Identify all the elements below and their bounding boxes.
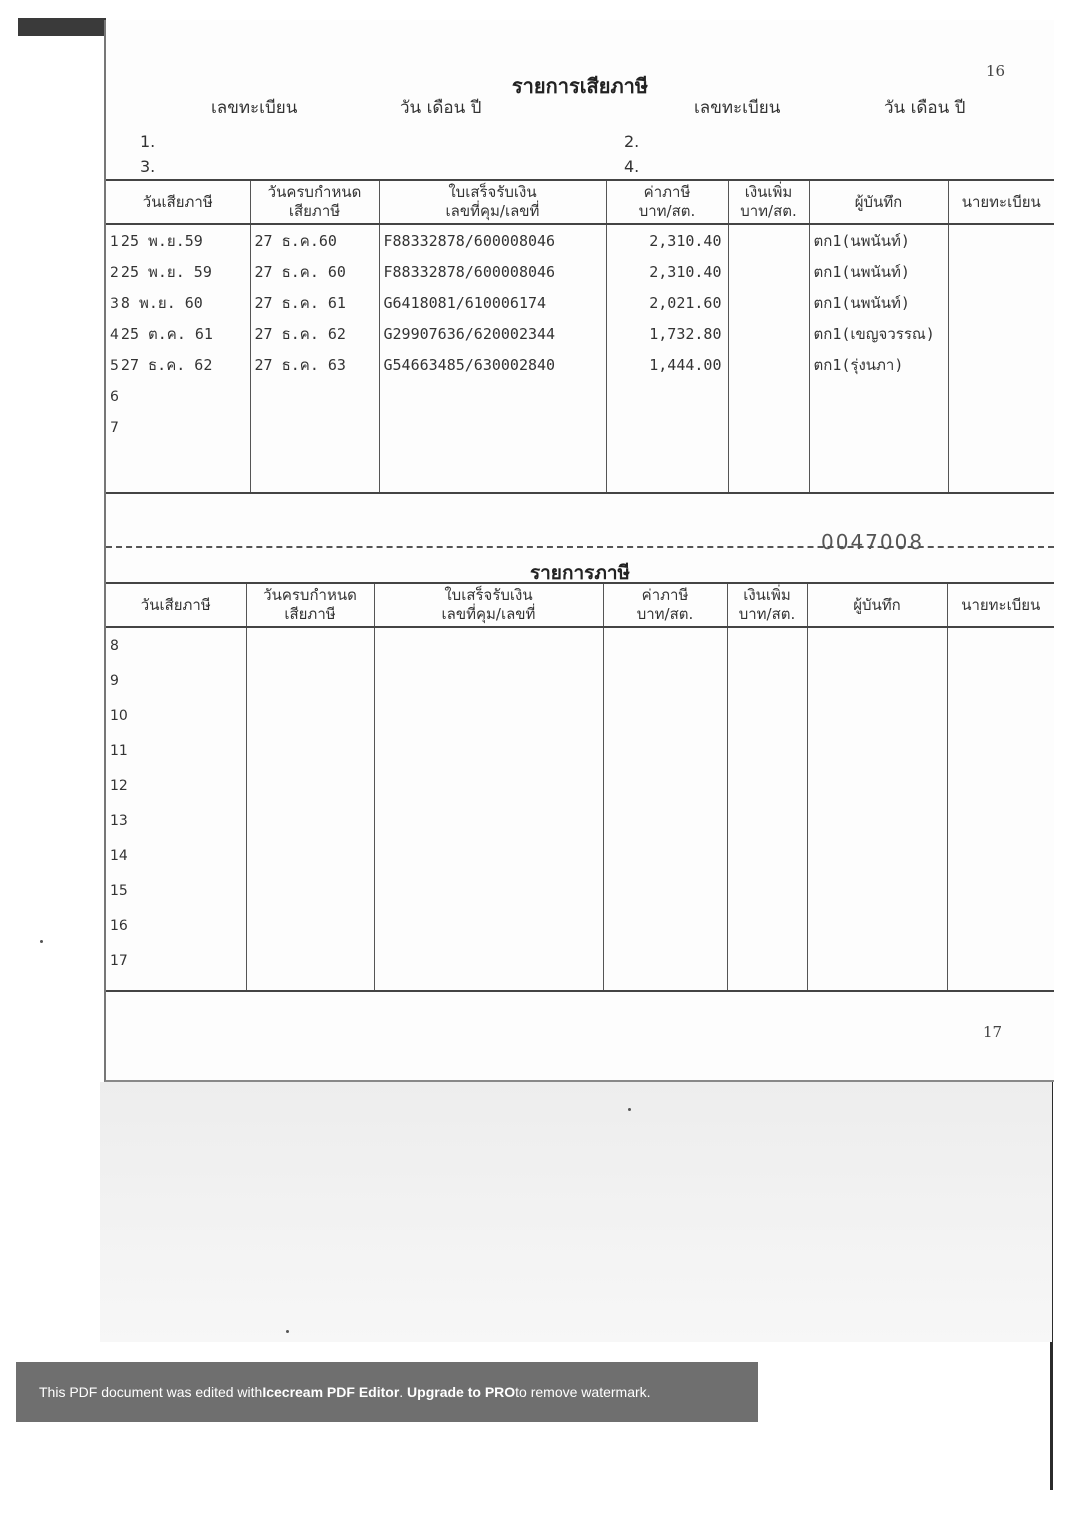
tax-list-table bbox=[106, 582, 1054, 992]
empty-cell bbox=[727, 873, 807, 908]
cell-recorder bbox=[809, 380, 948, 411]
empty-cell bbox=[246, 698, 374, 733]
cell-tax: 1,732.80 bbox=[606, 318, 728, 349]
empty-cell bbox=[603, 803, 727, 838]
watermark-banner bbox=[16, 1362, 758, 1422]
empty-cell bbox=[246, 768, 374, 803]
row-index: 17 bbox=[106, 943, 246, 978]
cell-due-date bbox=[250, 411, 379, 442]
cell-pay-date bbox=[106, 287, 250, 318]
empty-cell bbox=[374, 838, 603, 873]
empty-cell bbox=[947, 733, 1054, 768]
cell-extra bbox=[728, 349, 809, 380]
empty-cell bbox=[603, 908, 727, 943]
table-row bbox=[106, 943, 1054, 978]
col-receipt: ใบเสร็จรับเงิน เลขที่คุม/เลขที่ bbox=[374, 583, 603, 627]
watermark-upgrade-link[interactable]: Upgrade to PRO bbox=[407, 1384, 516, 1400]
cell-receipt: G6418081/610006174 bbox=[379, 287, 606, 318]
table-header-row bbox=[106, 583, 1054, 627]
cell-recorder: ตก1(รุ่งนภา) bbox=[809, 349, 948, 380]
empty-cell bbox=[246, 943, 374, 978]
row-index: 4 bbox=[110, 326, 119, 343]
cell-receipt: F88332878/600008046 bbox=[379, 224, 606, 256]
cell-due-date: 27 ธ.ค.60 bbox=[250, 224, 379, 256]
col-recorder: ผู้บันทึก bbox=[809, 180, 948, 224]
empty-cell bbox=[947, 908, 1054, 943]
watermark-text: This PDF document was edited with bbox=[39, 1384, 263, 1400]
cell-registrar bbox=[948, 224, 1054, 256]
empty-cell bbox=[603, 733, 727, 768]
empty-cell bbox=[374, 768, 603, 803]
reg-header-right: เลขทะเบียน bbox=[694, 98, 781, 118]
empty-cell bbox=[374, 978, 603, 991]
row-index: 10 bbox=[106, 698, 246, 733]
pay-date-value: 27 ธ.ค. 62 bbox=[120, 355, 213, 374]
empty-cell bbox=[947, 627, 1054, 663]
cell-recorder: ตก1(นพนันท์) bbox=[809, 287, 948, 318]
empty-cell bbox=[807, 663, 947, 698]
cell-extra bbox=[728, 380, 809, 411]
empty-cell bbox=[106, 442, 250, 493]
row-index: 8 bbox=[106, 627, 246, 663]
empty-cell bbox=[246, 908, 374, 943]
empty-cell bbox=[947, 803, 1054, 838]
empty-cell bbox=[807, 698, 947, 733]
cell-extra bbox=[728, 411, 809, 442]
empty-cell bbox=[603, 768, 727, 803]
empty-cell bbox=[809, 442, 948, 493]
empty-cell bbox=[807, 803, 947, 838]
cell-recorder: ตก1(นพนันท์) bbox=[809, 224, 948, 256]
col-tax: ค่าภาษี บาท/สต. bbox=[606, 180, 728, 224]
col-extra: เงินเพิ่ม บาท/สต. bbox=[727, 583, 807, 627]
cell-pay-date bbox=[106, 256, 250, 287]
empty-cell bbox=[374, 873, 603, 908]
date-header-left: วัน เดือน ปี bbox=[400, 98, 482, 118]
scan-shadow bbox=[100, 1082, 1052, 1342]
empty-cell bbox=[374, 698, 603, 733]
cell-recorder: ตก1(เขญจวรรณ) bbox=[809, 318, 948, 349]
table-header-row bbox=[106, 180, 1054, 224]
serial-fragment: 0047008 bbox=[821, 530, 925, 554]
col-registrar: นายทะเบียน bbox=[947, 583, 1054, 627]
table-row bbox=[106, 287, 1054, 318]
cut-line bbox=[106, 546, 1054, 548]
pay-date-value: 8 พ.ย. 60 bbox=[120, 293, 203, 312]
row-index: 15 bbox=[106, 873, 246, 908]
row-index: 6 bbox=[110, 388, 119, 405]
col-registrar: นายทะเบียน bbox=[948, 180, 1054, 224]
cell-registrar bbox=[948, 256, 1054, 287]
cell-pay-date bbox=[106, 411, 250, 442]
cell-recorder bbox=[809, 411, 948, 442]
empty-cell bbox=[250, 442, 379, 493]
pay-date-value: 25 พ.ย.59 bbox=[120, 231, 203, 250]
row-index: 14 bbox=[106, 838, 246, 873]
col-due-date: วันครบกำหนด เสียภาษี bbox=[250, 180, 379, 224]
cell-extra bbox=[728, 318, 809, 349]
table-row bbox=[106, 224, 1054, 256]
cell-registrar bbox=[948, 349, 1054, 380]
table-row bbox=[106, 908, 1054, 943]
col-due-date: วันครบกำหนด เสียภาษี bbox=[246, 583, 374, 627]
cell-registrar bbox=[948, 380, 1054, 411]
pay-date-value: 25 พ.ย. 59 bbox=[120, 262, 212, 281]
cell-tax: 2,310.40 bbox=[606, 224, 728, 256]
empty-cell bbox=[374, 943, 603, 978]
scan-edge-top bbox=[18, 18, 106, 36]
empty-cell bbox=[603, 978, 727, 991]
empty-cell bbox=[947, 768, 1054, 803]
cell-due-date: 27 ธ.ค. 63 bbox=[250, 349, 379, 380]
empty-cell bbox=[106, 978, 246, 991]
cell-tax: 2,310.40 bbox=[606, 256, 728, 287]
empty-cell bbox=[603, 698, 727, 733]
cell-extra bbox=[728, 287, 809, 318]
scan-speck bbox=[628, 1108, 631, 1111]
cell-registrar bbox=[948, 318, 1054, 349]
cell-receipt: G29907636/620002344 bbox=[379, 318, 606, 349]
empty-cell bbox=[603, 663, 727, 698]
empty-cell bbox=[807, 943, 947, 978]
empty-cell bbox=[246, 838, 374, 873]
empty-cell bbox=[603, 873, 727, 908]
empty-cell bbox=[807, 733, 947, 768]
empty-cell bbox=[603, 838, 727, 873]
cell-extra bbox=[728, 224, 809, 256]
row-index: 9 bbox=[106, 663, 246, 698]
empty-cell bbox=[807, 978, 947, 991]
cell-due-date: 27 ธ.ค. 62 bbox=[250, 318, 379, 349]
empty-cell bbox=[246, 627, 374, 663]
empty-cell bbox=[374, 733, 603, 768]
row-index: 12 bbox=[106, 768, 246, 803]
row-index: 2 bbox=[110, 264, 119, 281]
empty-cell bbox=[727, 978, 807, 991]
reg-entry-3: 3. bbox=[140, 157, 156, 176]
pay-date-value: 25 ต.ค. 61 bbox=[120, 324, 213, 343]
empty-cell bbox=[807, 768, 947, 803]
empty-cell bbox=[947, 873, 1054, 908]
table-row bbox=[106, 768, 1054, 803]
table-row bbox=[106, 838, 1054, 873]
empty-cell bbox=[727, 803, 807, 838]
col-pay-date: วันเสียภาษี bbox=[106, 583, 246, 627]
tax-payment-table bbox=[106, 179, 1054, 494]
empty-cell bbox=[728, 442, 809, 493]
cell-due-date bbox=[250, 380, 379, 411]
reg-header-left: เลขทะเบียน bbox=[211, 98, 298, 118]
tax-payment-title: รายการเสียภาษี bbox=[511, 74, 649, 98]
cell-recorder: ตก1(นพนันท์) bbox=[809, 256, 948, 287]
empty-cell bbox=[603, 627, 727, 663]
table-padding-row bbox=[106, 442, 1054, 493]
table-row bbox=[106, 698, 1054, 733]
cell-registrar bbox=[948, 287, 1054, 318]
scan-speck bbox=[40, 940, 43, 943]
registration-page bbox=[104, 20, 1054, 1082]
empty-cell bbox=[246, 873, 374, 908]
empty-cell bbox=[374, 627, 603, 663]
tax-list-title: รายการภาษี bbox=[529, 562, 631, 584]
cell-due-date: 27 ธ.ค. 61 bbox=[250, 287, 379, 318]
empty-cell bbox=[807, 873, 947, 908]
table-row bbox=[106, 873, 1054, 908]
watermark-text: . bbox=[399, 1384, 408, 1400]
cell-extra bbox=[728, 256, 809, 287]
empty-cell bbox=[948, 442, 1054, 493]
table-row bbox=[106, 411, 1054, 442]
col-extra: เงินเพิ่ม บาท/สต. bbox=[728, 180, 809, 224]
empty-cell bbox=[374, 663, 603, 698]
cell-registrar bbox=[948, 411, 1054, 442]
row-index: 1 bbox=[110, 233, 119, 250]
col-tax: ค่าภาษี บาท/สต. bbox=[603, 583, 727, 627]
table-row bbox=[106, 733, 1054, 768]
col-receipt: ใบเสร็จรับเงิน เลขที่คุม/เลขที่ bbox=[379, 180, 606, 224]
empty-cell bbox=[374, 908, 603, 943]
cell-receipt bbox=[379, 380, 606, 411]
empty-cell bbox=[606, 442, 728, 493]
col-pay-date: วันเสียภาษี bbox=[106, 180, 250, 224]
row-index: 13 bbox=[106, 803, 246, 838]
empty-cell bbox=[727, 908, 807, 943]
table-padding-row bbox=[106, 978, 1054, 991]
cell-tax: 1,444.00 bbox=[606, 349, 728, 380]
empty-cell bbox=[947, 698, 1054, 733]
date-header-right: วัน เดือน ปี bbox=[884, 98, 966, 118]
table-row bbox=[106, 803, 1054, 838]
empty-cell bbox=[947, 838, 1054, 873]
empty-cell bbox=[603, 943, 727, 978]
empty-cell bbox=[246, 978, 374, 991]
row-index: 11 bbox=[106, 733, 246, 768]
empty-cell bbox=[727, 768, 807, 803]
cell-pay-date bbox=[106, 380, 250, 411]
empty-cell bbox=[379, 442, 606, 493]
row-index: 5 bbox=[110, 357, 119, 374]
cell-tax bbox=[606, 411, 728, 442]
table-row bbox=[106, 318, 1054, 349]
empty-cell bbox=[947, 663, 1054, 698]
empty-cell bbox=[246, 733, 374, 768]
empty-cell bbox=[807, 627, 947, 663]
reg-entry-4: 4. bbox=[624, 157, 640, 176]
empty-cell bbox=[727, 663, 807, 698]
empty-cell bbox=[727, 943, 807, 978]
watermark-text: to remove watermark. bbox=[515, 1384, 651, 1400]
table-row bbox=[106, 627, 1054, 663]
watermark-brand-link[interactable]: Icecream PDF Editor bbox=[262, 1384, 400, 1400]
row-index: 3 bbox=[110, 295, 119, 312]
reg-entry-2: 2. bbox=[624, 132, 640, 151]
row-index: 7 bbox=[110, 419, 119, 436]
table-row bbox=[106, 380, 1054, 411]
empty-cell bbox=[947, 978, 1054, 991]
cell-receipt: G54663485/630002840 bbox=[379, 349, 606, 380]
cell-due-date: 27 ธ.ค. 60 bbox=[250, 256, 379, 287]
page-number-top: 16 bbox=[986, 62, 1006, 80]
empty-cell bbox=[374, 803, 603, 838]
table-row bbox=[106, 349, 1054, 380]
cell-receipt: F88332878/600008046 bbox=[379, 256, 606, 287]
empty-cell bbox=[727, 627, 807, 663]
reg-entry-1: 1. bbox=[140, 132, 156, 151]
empty-cell bbox=[246, 803, 374, 838]
row-index: 16 bbox=[106, 908, 246, 943]
cell-receipt bbox=[379, 411, 606, 442]
col-recorder: ผู้บันทึก bbox=[807, 583, 947, 627]
scan-speck bbox=[286, 1330, 289, 1333]
table-row bbox=[106, 256, 1054, 287]
empty-cell bbox=[727, 733, 807, 768]
empty-cell bbox=[727, 838, 807, 873]
cell-tax: 2,021.60 bbox=[606, 287, 728, 318]
cell-pay-date bbox=[106, 224, 250, 256]
page-number-bottom: 17 bbox=[983, 1023, 1003, 1041]
cell-tax bbox=[606, 380, 728, 411]
empty-cell bbox=[807, 908, 947, 943]
empty-cell bbox=[807, 838, 947, 873]
cell-pay-date bbox=[106, 349, 250, 380]
empty-cell bbox=[947, 943, 1054, 978]
table-row bbox=[106, 663, 1054, 698]
empty-cell bbox=[727, 698, 807, 733]
empty-cell bbox=[246, 663, 374, 698]
cell-pay-date bbox=[106, 318, 250, 349]
